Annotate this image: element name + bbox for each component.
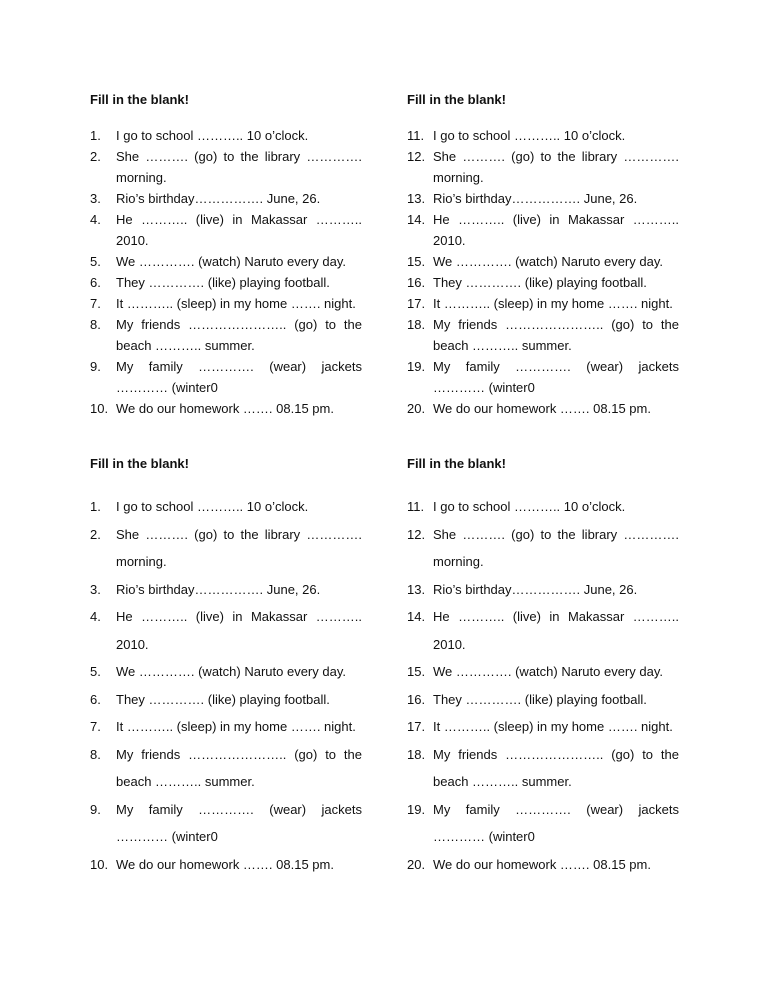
- worksheet-title: Fill in the blank!: [90, 456, 189, 471]
- item-number: 17.: [407, 296, 426, 311]
- item-text: My family …………. (wear) jackets ………… (winter0: [433, 359, 679, 395]
- item-text: We …………. (watch) Naruto every day.: [433, 254, 663, 269]
- item-number: 1.: [90, 128, 101, 143]
- item-number: 5.: [90, 254, 101, 269]
- item-number: 19.: [407, 801, 426, 817]
- worksheet-top-right: [407, 92, 679, 419]
- item-number: 16.: [407, 275, 426, 290]
- exercise-item: [90, 741, 362, 796]
- item-number: 4.: [90, 212, 101, 227]
- item-number: 8.: [90, 746, 101, 762]
- exercise-item: [407, 521, 679, 576]
- item-number: 10.: [90, 401, 109, 416]
- item-number: 3.: [90, 581, 101, 597]
- item-text: My friends ………………….. (go) to the beach ……….. summer.: [116, 746, 362, 789]
- item-text: Rio’s birthday……………. June, 26.: [116, 191, 321, 206]
- exercise-item: [407, 741, 679, 796]
- exercise-item: [407, 493, 679, 521]
- item-text: I go to school ……….. 10 o’clock.: [116, 499, 309, 514]
- item-text: We …………. (watch) Naruto every day.: [433, 664, 663, 679]
- exercise-item: [90, 125, 362, 146]
- exercise-item: [407, 146, 679, 188]
- worksheet-title: Fill in the blank!: [90, 92, 189, 107]
- exercise-item: [407, 603, 679, 658]
- item-number: 20.: [407, 401, 426, 416]
- item-number: 8.: [90, 317, 101, 332]
- item-text: They …………. (like) playing football.: [433, 691, 647, 707]
- exercise-item: [407, 713, 679, 741]
- worksheet-title: Fill in the blank!: [407, 92, 506, 107]
- exercise-item: [90, 209, 362, 251]
- item-number: 5.: [90, 664, 101, 679]
- item-text: She ………. (go) to the library …………. morning.: [433, 149, 679, 185]
- item-number: 13.: [407, 191, 426, 206]
- item-text: My family …………. (wear) jackets ………… (winter0: [116, 359, 362, 395]
- exercise-item: [407, 272, 679, 293]
- item-number: 4.: [90, 609, 101, 624]
- item-number: 18.: [407, 317, 426, 332]
- exercise-item: [90, 796, 362, 851]
- item-number: 12.: [407, 526, 426, 542]
- exercise-item: [407, 851, 679, 879]
- item-text: My friends ………………….. (go) to the beach ……….. summer.: [433, 746, 679, 789]
- item-number: 20.: [407, 856, 426, 872]
- item-number: 11.: [407, 128, 425, 143]
- item-number: 11.: [407, 499, 425, 514]
- item-number: 9.: [90, 359, 101, 374]
- item-number: 7.: [90, 719, 101, 734]
- exercise-item: [90, 576, 362, 604]
- item-text: They …………. (like) playing football.: [116, 691, 330, 707]
- exercise-item: [90, 272, 362, 293]
- exercise-item: [90, 356, 362, 398]
- exercise-item: [90, 146, 362, 188]
- item-number: 14.: [407, 609, 426, 624]
- item-text: Rio’s birthday……………. June, 26.: [433, 581, 638, 597]
- item-text: They …………. (like) playing football.: [433, 275, 647, 290]
- item-number: 1.: [90, 499, 101, 514]
- exercise-item: [90, 686, 362, 714]
- item-number: 7.: [90, 296, 101, 311]
- item-number: 9.: [90, 801, 101, 817]
- item-number: 6.: [90, 691, 101, 707]
- exercise-item: [90, 493, 362, 521]
- item-number: 15.: [407, 664, 426, 679]
- item-number: 3.: [90, 191, 101, 206]
- item-text: Rio’s birthday……………. June, 26.: [433, 191, 638, 206]
- exercise-list: [90, 125, 362, 419]
- item-text: My family …………. (wear) jackets ………… (winter0: [433, 801, 679, 844]
- exercise-list: [90, 493, 362, 878]
- exercise-item: [90, 658, 362, 686]
- item-text: It ……….. (sleep) in my home ……. night.: [116, 296, 356, 311]
- exercise-item: [90, 851, 362, 879]
- item-number: 2.: [90, 526, 101, 542]
- item-number: 10.: [90, 856, 109, 872]
- exercise-item: [407, 293, 679, 314]
- item-text: I go to school ……….. 10 o’clock.: [433, 499, 626, 514]
- item-text: We do our homework ……. 08.15 pm.: [116, 856, 334, 872]
- worksheet-bottom-right: [407, 456, 679, 878]
- exercise-list: [407, 125, 679, 419]
- worksheet-bottom-left: [90, 456, 362, 878]
- item-number: 14.: [407, 212, 426, 227]
- worksheet-title: Fill in the blank!: [407, 456, 506, 471]
- item-text: He ……….. (live) in Makassar ……….. 2010.: [433, 609, 679, 652]
- exercise-item: [407, 398, 679, 419]
- exercise-item: [407, 251, 679, 272]
- item-number: 16.: [407, 691, 426, 707]
- worksheet-top-left: [90, 92, 362, 419]
- item-text: She ………. (go) to the library …………. morning.: [116, 526, 362, 569]
- item-number: 12.: [407, 149, 426, 164]
- item-text: He ……….. (live) in Makassar ……….. 2010.: [116, 212, 362, 248]
- item-text: We do our homework ……. 08.15 pm.: [433, 401, 651, 416]
- item-text: I go to school ……….. 10 o’clock.: [116, 128, 309, 143]
- item-text: He ……….. (live) in Makassar ……….. 2010.: [116, 609, 362, 652]
- exercise-item: [90, 603, 362, 658]
- exercise-item: [90, 293, 362, 314]
- item-text: We …………. (watch) Naruto every day.: [116, 664, 346, 679]
- item-number: 17.: [407, 719, 426, 734]
- item-text: My friends ………………….. (go) to the beach ……….. summer.: [433, 317, 679, 353]
- item-text: My family …………. (wear) jackets ………… (winter0: [116, 801, 362, 844]
- exercise-item: [90, 314, 362, 356]
- item-text: She ………. (go) to the library …………. morning.: [433, 526, 679, 569]
- item-text: I go to school ……….. 10 o’clock.: [433, 128, 626, 143]
- item-text: It ……….. (sleep) in my home ……. night.: [116, 719, 356, 734]
- exercise-item: [407, 658, 679, 686]
- exercise-item: [407, 686, 679, 714]
- item-text: Rio’s birthday……………. June, 26.: [116, 581, 321, 597]
- item-text: We do our homework ……. 08.15 pm.: [433, 856, 651, 872]
- exercise-item: [407, 314, 679, 356]
- item-number: 13.: [407, 581, 426, 597]
- item-number: 19.: [407, 359, 426, 374]
- item-text: My friends ………………….. (go) to the beach ……….. summer.: [116, 317, 362, 353]
- item-number: 6.: [90, 275, 101, 290]
- exercise-item: [407, 188, 679, 209]
- item-number: 2.: [90, 149, 101, 164]
- item-text: It ……….. (sleep) in my home ……. night.: [433, 719, 673, 734]
- exercise-item: [407, 576, 679, 604]
- exercise-item: [407, 125, 679, 146]
- item-number: 18.: [407, 746, 426, 762]
- exercise-item: [90, 398, 362, 419]
- exercise-item: [90, 713, 362, 741]
- exercise-item: [90, 521, 362, 576]
- exercise-item: [90, 251, 362, 272]
- item-text: They …………. (like) playing football.: [116, 275, 330, 290]
- exercise-item: [407, 209, 679, 251]
- item-text: We do our homework ……. 08.15 pm.: [116, 401, 334, 416]
- item-text: We …………. (watch) Naruto every day.: [116, 254, 346, 269]
- item-number: 15.: [407, 254, 426, 269]
- exercise-list: [407, 493, 679, 878]
- exercise-item: [407, 356, 679, 398]
- item-text: She ………. (go) to the library …………. morning.: [116, 149, 362, 185]
- exercise-item: [90, 188, 362, 209]
- exercise-item: [407, 796, 679, 851]
- item-text: It ……….. (sleep) in my home ……. night.: [433, 296, 673, 311]
- item-text: He ……….. (live) in Makassar ……….. 2010.: [433, 212, 679, 248]
